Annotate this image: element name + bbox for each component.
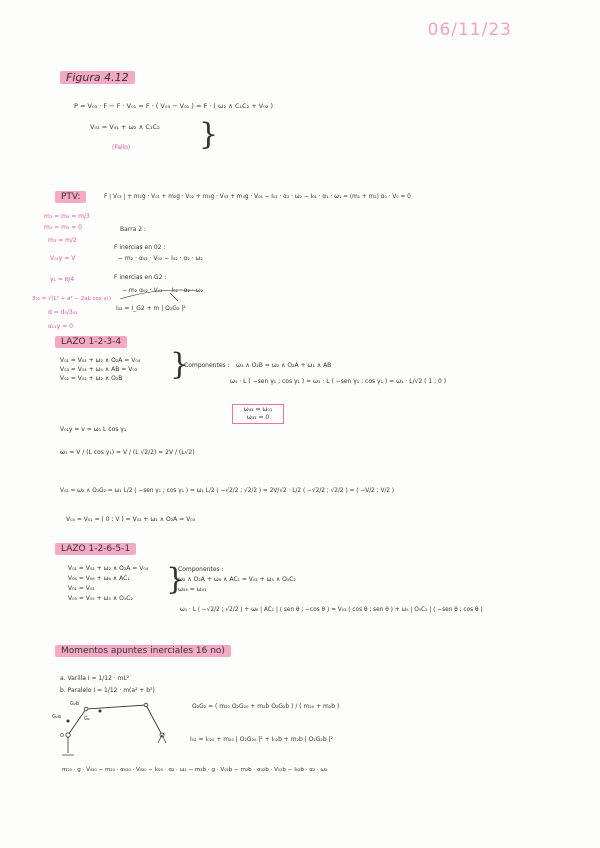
omega-result-2: ω₃₁ = 0 bbox=[246, 414, 270, 421]
brace: } bbox=[166, 562, 186, 597]
barra2-heading: Barra 2 : bbox=[120, 226, 146, 233]
lazo2-components-label: Componentes : bbox=[178, 566, 224, 573]
lazo1-components-label: Componentes : bbox=[184, 362, 230, 369]
ptv-equation: F | V₀₃ | + m₁g · V₀₁ + m₂g · V₀₂ + m₃g · V₀₃ + m₄g · V₀₄ − I₀₂ · α₂ · ω₂ − I₀₁ · α₁ · ω₁ = (m₁ + m₂) α₀ · V₀ = 0 bbox=[104, 194, 411, 200]
accel-note: α₀₁y = 0 bbox=[48, 323, 73, 330]
distance-note: 3₀₂ = √(L² + a² − 2aL cos γ₁) bbox=[32, 296, 112, 302]
angle-note: γ₁ = π/4 bbox=[50, 276, 75, 283]
label-g2: G₂ bbox=[84, 716, 90, 722]
mechanism-sketch bbox=[48, 695, 178, 765]
velocity-equation: V₀₃ = V₀₁ + ω₂ ∧ C₁C₂ bbox=[90, 123, 160, 131]
lazo2-eq2: V₀₆ = V₀₆ + ω₆ ∧ AC₁ bbox=[68, 575, 130, 582]
lazo1-eq1: V₀₁ = V₀₂ + ω₂ ∧ O₂A = V₀₄ bbox=[60, 357, 141, 364]
lazo1-eq3: V₀₂ = V₀₂ + ω₂ ∧ O₂B bbox=[60, 375, 123, 382]
lazo2-eq1: V₀₁ = V₀₂ + ω₂ ∧ O₂A = V₀₄ bbox=[68, 565, 149, 572]
d-note: d = d₀/3₀₂ bbox=[48, 309, 78, 316]
power-equation: P = V₀₃ · F − F · V₀₁ = F · ( V₀₃ − V₀₁ ) = F · ( ω₂ ∧ C₁C₂ + V₀₂ ) bbox=[74, 102, 274, 110]
omega-result-box bbox=[232, 404, 284, 424]
mass-note-2: m₁ = m₃ = 0 bbox=[44, 224, 83, 231]
inercia-line1: − m₂ α₀₂ · V₀₂ − I₀₂ · α₂ · ω₂ bbox=[122, 287, 204, 294]
lazo1-matrix-eq: ω₄ · L ( −sen γ₁ ; cos γ₁ ) = ω₁ · L ( −sen γ₁ ; cos γ₁ ) = ω₁ · L/√2 ( 1 ; 0 ) bbox=[230, 378, 447, 385]
final-equation: m₂₀ · g · V₀₂₀ − m₂₀ · α₀₂₀ · V₀₂₀ − I₀₂₀ · α₂ · ω₂ − m₂b · g · V₀₂b − m₂b · α₀₂b · V₀₂b − I₀₂b · α₂ · ω₂ bbox=[62, 767, 328, 773]
omega-result-1: ω₄₁ = ω₀₁ bbox=[243, 406, 273, 413]
note-fallo: (Fallo) bbox=[112, 144, 131, 151]
lazo2-label: LAZO 1-2-6-5-1 bbox=[55, 543, 136, 555]
mass-note-1: m₂ = m₄ = m/3 bbox=[44, 213, 90, 220]
label-g2b: G₂b bbox=[70, 701, 80, 707]
lazo2-components-eq2: ω₅₄ = ω₀₁ bbox=[178, 586, 207, 593]
lazo2-eq3: V₀₁ = V₀₁ bbox=[68, 585, 95, 592]
momentos-label: Momentos apuntes inerciales 16 no) bbox=[55, 645, 231, 657]
lazo1-eq2: V₀₃ = V₀₄ + ω₄ ∧ AB = V₀₃ bbox=[60, 366, 138, 373]
figure-title: Figura 4.12 bbox=[60, 71, 135, 84]
v-eq2: ω₁ = V / (L cos γ₁) = V / (L √2/2) = 2V / (L√2) bbox=[60, 449, 195, 456]
lazo2-components-eq: ω₂ ∧ O₂A + ω₆ ∧ AC₁ = V₀₃ + ω₅ ∧ O₅C₂ bbox=[178, 576, 296, 583]
barra2-line2: − m₂ · α₀₂ · V₀₂ − I₀₂ · α₂ · ω₂ bbox=[118, 255, 203, 262]
velocity-note: V₀₁y = V bbox=[50, 255, 76, 262]
inercia-line2: I₀₂ = I_G2 + m | O₂G₂ |² bbox=[116, 305, 186, 312]
momentos-a: a. Varilla I = 1/12 · mL² bbox=[60, 675, 130, 682]
v-eq4: V₀₃ = V₀₁ = ( 0 ; V ) = V₀₂ + ω₁ ∧ O₂A = V₀₃ bbox=[66, 516, 195, 523]
label-g2a: G₂a bbox=[52, 714, 61, 720]
page-date: 06/11/23 bbox=[427, 20, 512, 40]
brace: } bbox=[199, 117, 219, 152]
brace: } bbox=[170, 347, 190, 382]
barra2-line1: F inercias en 02 : bbox=[114, 244, 166, 251]
lazo2-matrix-eq: ω₁ · L ( −√2/2 ; √2/2 ) + ω₆ | AC₁ | ( sen θ ; −cos θ ) = V₀₃ ( cos θ ; sen θ ) + ω₅ | O₅C₂ | ( −sen θ ; cos θ ) bbox=[180, 607, 483, 613]
inercia-heading: F inercias en G2 : bbox=[114, 274, 167, 281]
inertia-sum-eq: I₀₂ = I₀₂₀ + m₂₀ | O₂G₂₀ |² + I₀₂b + m₂b | O₂G₂b |² bbox=[190, 736, 333, 743]
lazo1-label: LAZO 1-2-3-4 bbox=[55, 336, 127, 348]
mass-note-3: m₃ = m/2 bbox=[48, 237, 77, 244]
momentos-b: b. Paralelo I = 1/12 · m(a² + b²) bbox=[60, 687, 155, 694]
v-eq3: V₀₂ = ω₂ ∧ O₂G₂ = ω₁ L/2 ( −sen γ₁ ; cos γ₁ ) = ω₁ L/2 ( −√2/2 ; √2/2 ) = 2V/√2 · L/2 ( −√2/2 ; √2/2 ) = ( −V/2 ; V/2 ) bbox=[60, 488, 395, 494]
strike-sketch bbox=[118, 283, 258, 305]
lazo1-components-eq: ω₄ ∧ O₂B = ω₂ ∧ O₂A + ω₁ ∧ AB bbox=[236, 362, 332, 369]
ptv-label: PTV: bbox=[55, 191, 86, 203]
center-of-mass-eq: O₂G₂ = ( m₂₀ O₂G₂₀ + m₂b O₂G₂b ) / ( m₂₀ + m₂b ) bbox=[192, 703, 340, 710]
lazo2-eq4: V₀₅ = V₀₅ + ω₅ ∧ O₅C₂ bbox=[68, 595, 133, 602]
label-o: O bbox=[60, 733, 64, 739]
v-eq1: V₀₁y = v = ω₁ L cos γ₁ bbox=[60, 426, 127, 433]
